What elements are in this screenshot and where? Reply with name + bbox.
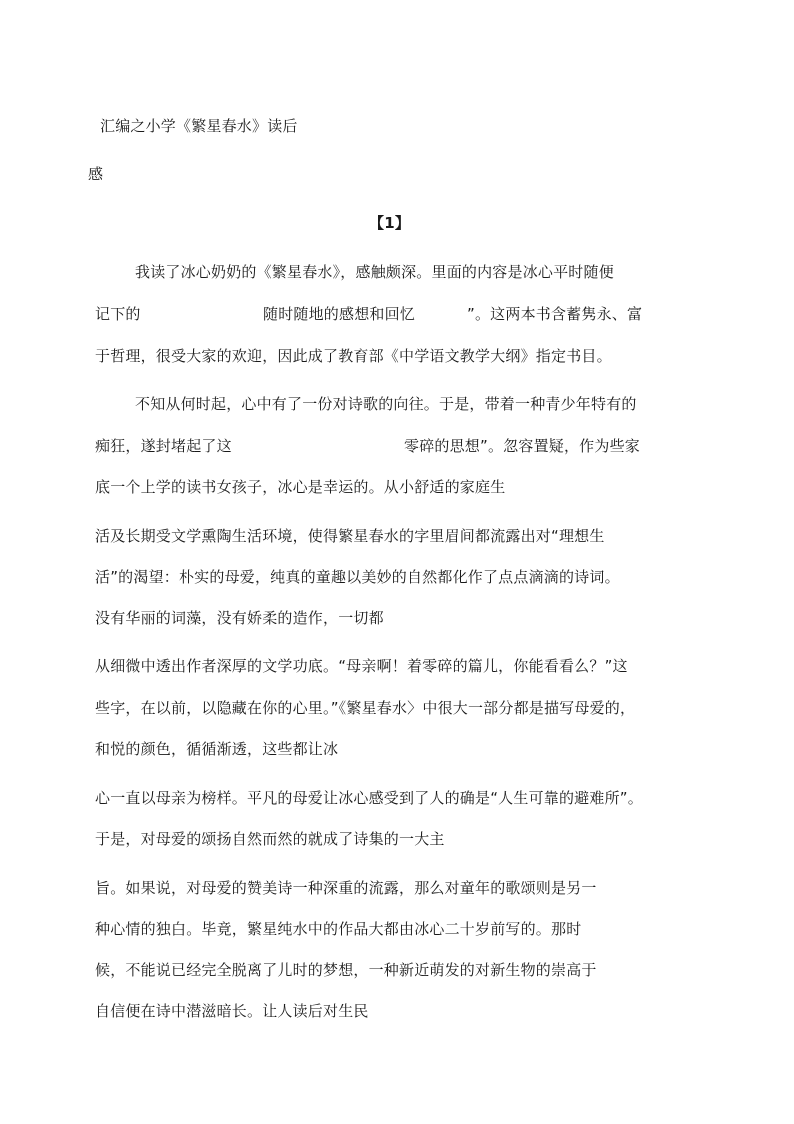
text-line: 些字，在以前，以隐藏在你的心里。”《繁星春水〉中很大一部分都是描写母爱的， <box>95 699 636 717</box>
text-line: 记下的 <box>95 305 141 323</box>
text-line: 零碎的思想”。忽容置疑，作为些家 <box>404 437 640 455</box>
text-line: 于哲理，很受大家的欢迎，因此成了教育部《中学语文教学大纲》指定书目。 <box>95 347 612 365</box>
text-line: 候，不能说已经完全脱离了儿时的梦想，一种新近萌发的对新生物的崇高于 <box>95 961 597 979</box>
text-line: 我读了冰心奶奶的《繁星春水》，感触颇深。里面的内容是冰心平时随便 <box>135 263 614 281</box>
text-line: 自信便在诗中潜滋暗长。让人读后对生民 <box>95 1002 369 1020</box>
text-line: 没有华丽的词藻，没有娇柔的造作，一切都 <box>95 609 384 627</box>
text-line: 心一直以母亲为榜样。平凡的母爱让冰心感受到了人的确是“人生可靠的避难所”。 <box>95 789 643 807</box>
text-line: 痴狂，遂封堵起了这 <box>95 437 232 455</box>
text-line: 和悦的颜色，循循渐透，这些都让冰 <box>95 740 339 758</box>
document-title-line-2: 感 <box>88 165 104 183</box>
text-line: 活”的渴望：朴实的母爱，纯真的童趣以美妙的自然都化作了点点滴滴的诗词。 <box>95 568 620 586</box>
text-line: 于是，对母爱的颂扬自然而然的就成了诗集的一大主 <box>95 830 445 848</box>
text-line: 旨。如果说，对母爱的赞美诗一种深重的流露，那么对童年的歌颂则是另一 <box>95 879 597 897</box>
text-line: 随时随地的感想和回忆 <box>263 305 416 323</box>
section-heading: 【1】 <box>369 214 411 232</box>
text-line: 底一个上学的读书女孩子，冰心是幸运的。从小舒适的家庭生 <box>95 478 506 496</box>
text-line: ”。这两本书含蓄隽永、富 <box>467 305 643 323</box>
text-line: 活及长期受文学熏陶生活环境，使得繁星春水的字里眉间都流露出对“理想生 <box>95 527 605 545</box>
text-line: 种心情的独白。毕竟，繁星纯水中的作品大都由冰心二十岁前写的。那时 <box>95 920 582 938</box>
document-title-line-1: 汇编之小学《繁星春水》读后 <box>100 117 298 135</box>
text-line: 从细微中透出作者深厚的文学功底。“母亲啊！着零碎的篇儿，你能看看么？”这 <box>95 657 628 675</box>
text-line: 不知从何时起，心中有了一份对诗歌的向往。于是，带着一种青少年特有的 <box>135 395 637 413</box>
